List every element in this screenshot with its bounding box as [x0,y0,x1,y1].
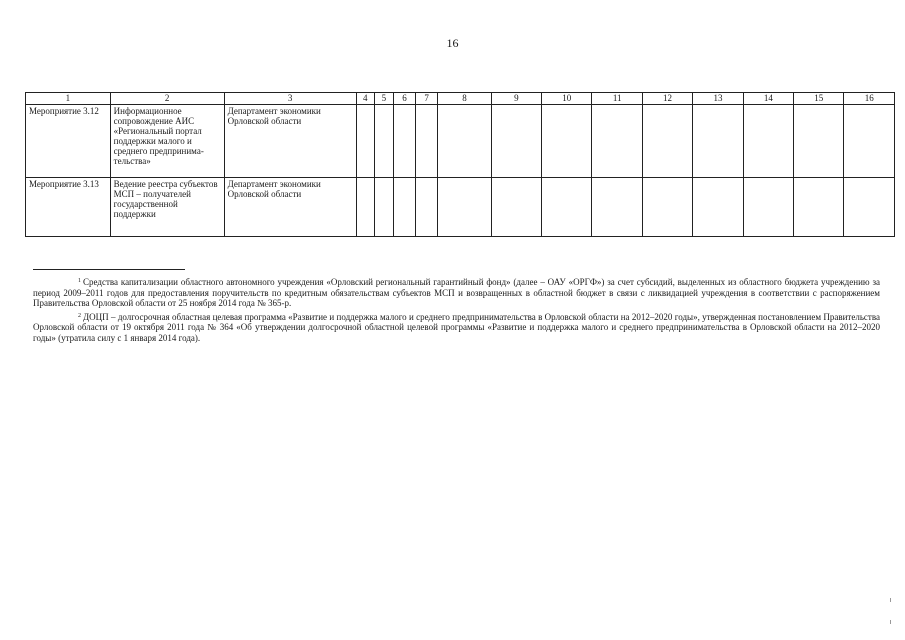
table-row [26,178,895,237]
empty-cell [743,178,793,237]
empty-cell [438,105,491,178]
empty-cell [374,105,393,178]
column-number: 5 [374,93,393,105]
empty-cell [416,178,438,237]
description-cell: Ведение реестра субъектов МСП – получателей государственной поддержки [110,178,224,237]
empty-cell [642,178,692,237]
empty-cell [592,105,642,178]
empty-cell [438,178,491,237]
footnote-separator [33,269,185,270]
empty-cell [393,178,415,237]
empty-cell [794,105,844,178]
table-row [26,105,895,178]
column-number: 4 [356,93,374,105]
footnote-mark: 2 [78,312,81,319]
column-number: 15 [794,93,844,105]
empty-cell [642,105,692,178]
column-number: 12 [642,93,692,105]
executor-cell: Департамент экономики Орловской области [224,178,356,237]
column-number: 1 [26,93,111,105]
empty-cell [844,105,895,178]
empty-cell [794,178,844,237]
column-number: 3 [224,93,356,105]
column-number: 7 [416,93,438,105]
scan-mark [890,598,891,602]
footnotes [33,276,880,345]
empty-cell [356,105,374,178]
page-number: 16 [446,36,459,50]
empty-cell [844,178,895,237]
footnote [33,311,880,344]
executor-cell: Департамент экономики Орловской области [224,105,356,178]
footnote [33,276,880,309]
description-cell: Информационное сопровождение АИС «Региональный портал поддержки малого и среднего предпринима-тельства» [110,105,224,178]
footnote-text: Средства капитализации областного автономного учреждения «Орловский региональный гарантийный фонд» (далее – ОАУ «ОРГФ») за счет субсидий, выделенных из областного бюджета учреждению за период 2009–2011 годов для предоставления поручительств по кредитным обязательствам субъектов МСП и возвращенных в областной бюджет в связи с ликвидацией учреждения в соответствии с распоряжением Правительства Орловской области от 25 ноября 2014 года № 365-р. [33,277,880,308]
column-number: 13 [693,93,743,105]
program-activities-table [25,92,895,237]
column-number-row [26,93,895,105]
column-number: 2 [110,93,224,105]
column-number: 10 [542,93,592,105]
column-number: 9 [491,93,541,105]
empty-cell [693,178,743,237]
empty-cell [542,178,592,237]
empty-cell [491,105,541,178]
footnote-mark: 1 [78,278,81,284]
column-number: 16 [844,93,895,105]
empty-cell [393,105,415,178]
empty-cell [374,178,393,237]
column-number: 8 [438,93,491,105]
empty-cell [592,178,642,237]
empty-cell [416,105,438,178]
empty-cell [491,178,541,237]
event-cell: Мероприятие 3.13 [26,178,111,237]
empty-cell [356,178,374,237]
event-cell: Мероприятие 3.12 [26,105,111,178]
column-number: 6 [393,93,415,105]
column-number: 11 [592,93,642,105]
scan-mark [890,620,891,624]
empty-cell [542,105,592,178]
empty-cell [693,105,743,178]
empty-cell [743,105,793,178]
footnote-text: ДОЦП – долгосрочная областная целевая программа «Развитие и поддержка малого и среднего предпринимательства в Орловской области на 2012–2020 годы», утвержденная постановлением Правительства Орловской области от 19 октября 2011 года № 364 «Об утверждении долгосрочной областной целевой программы «Развитие и поддержка малого и среднего предпринимательства в Орловской области на 2012–2020 годы» (утратила силу с 1 января 2014 года). [33,311,880,343]
column-number: 14 [743,93,793,105]
